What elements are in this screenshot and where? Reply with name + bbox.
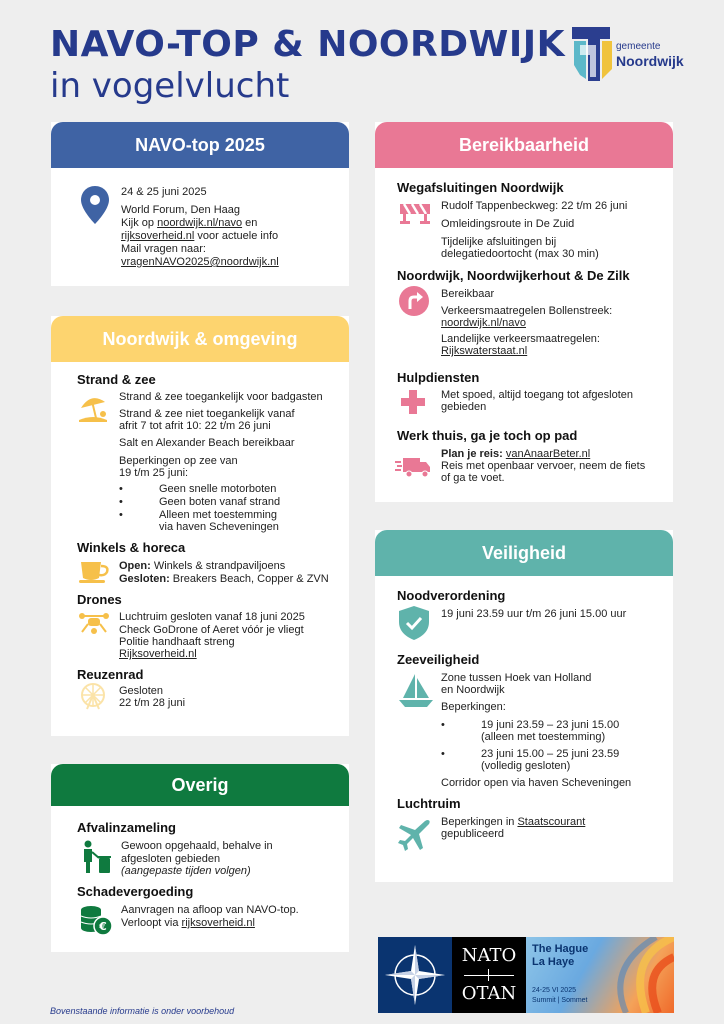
- werk-heading: Werk thuis, ga je toch op pad: [397, 428, 578, 443]
- nato-blue-panel: [378, 937, 452, 1013]
- strand-3: Salt en Alexander Beach bereikbaar: [119, 437, 295, 449]
- bullet: •: [119, 509, 123, 521]
- drone-icon: [77, 612, 111, 638]
- page-title: NAVO-TOP & NOORDWIJK: [50, 24, 566, 65]
- hulp-heading: Hulpdiensten: [397, 370, 480, 385]
- schade-heading: Schadevergoeding: [77, 884, 194, 899]
- nato-summit-banner: [378, 937, 674, 1013]
- strand-bullet-3b: via haven Scheveningen: [159, 521, 279, 533]
- strand-4b: 19 t/m 25 juni:: [119, 467, 189, 479]
- winkels-closed: Gesloten: Breakers Beach, Copper & ZVN: [119, 573, 329, 585]
- card-bereikbaarheid: [375, 122, 673, 502]
- zee-4: Corridor open via haven Scheveningen: [441, 777, 632, 789]
- nood-heading: Noodverordening: [397, 588, 506, 603]
- zee-2: en Noordwijk: [441, 684, 505, 696]
- nood-1: 19 juni 23.59 uur t/m 26 juni 15.00 uur: [441, 608, 627, 620]
- nw-1: Bereikbaar: [441, 288, 495, 300]
- beach-umbrella-icon: [77, 392, 109, 424]
- footer-disclaimer: Bovenstaande informatie is onder voorbehoud: [50, 1006, 235, 1016]
- link-noordwijk-navo-2[interactable]: noordwijk.nl/navo: [441, 317, 526, 329]
- money-coins-icon: [79, 904, 113, 936]
- schade-1: Aanvragen na afloop van NAVO-top.: [121, 904, 299, 916]
- drone-3: Politie handhaaft streng: [119, 636, 235, 648]
- nato-text-panel: [452, 937, 526, 1013]
- weg-heading: Wegafsluitingen Noordwijk: [397, 180, 564, 195]
- link-staatscourant[interactable]: Staatscourant: [517, 816, 586, 828]
- summit-swirl-graphic: [586, 937, 674, 1013]
- coffee-cup-icon: [79, 558, 111, 584]
- navo-mail-label: Mail vragen naar:: [121, 243, 206, 255]
- bullet: •: [119, 496, 123, 508]
- zee-heading: Zeeveiligheid: [397, 652, 480, 667]
- reuzenrad-1: Gesloten: [119, 685, 164, 697]
- delivery-van-icon: [395, 456, 431, 478]
- strand-2b: afrit 7 tot afrit 10: 22 t/m 26 juni: [119, 420, 271, 432]
- card-omgeving: [51, 316, 349, 736]
- link-noordwijk-navo[interactable]: noordwijk.nl/navo: [157, 217, 243, 229]
- werk-2: Reis met openbaar vervoer, neem de fiets: [441, 460, 646, 472]
- card-overig-title: Overig: [51, 764, 349, 806]
- navo-date: 24 & 25 juni 2025: [121, 186, 207, 198]
- zee-bullet-1b: (alleen met toestemming): [481, 731, 606, 743]
- page-subtitle: in vogelvlucht: [50, 66, 290, 106]
- reuzenrad-2: 22 t/m 28 juni: [119, 697, 186, 709]
- navo-look: Kijk op noordwijk.nl/navo en rijksoverheid.nl voor actuele info: [121, 217, 279, 242]
- lucht-2: gepubliceerd: [441, 828, 504, 840]
- drones-heading: Drones: [77, 592, 122, 607]
- link-vananaarbeter[interactable]: vanAnaarBeter.nl: [505, 448, 591, 460]
- strand-bullet-2: Geen boten vanaf strand: [159, 496, 281, 508]
- card-navo-title: NAVO-top 2025: [51, 122, 349, 168]
- nw-3: Landelijke verkeersmaatregelen:: [441, 333, 600, 345]
- summit-panel: [526, 937, 674, 1013]
- card-veilig-title: Veiligheid: [375, 530, 673, 576]
- noordwijk-logo-icon: [570, 25, 614, 83]
- waste-bin-person-icon: [79, 840, 113, 874]
- afval-heading: Afvalinzameling: [77, 820, 176, 835]
- winkels-heading: Winkels & horeca: [77, 540, 186, 555]
- strand-4a: Beperkingen op zee van: [119, 455, 238, 467]
- werk-3: of ga te voet.: [441, 472, 505, 484]
- drone-1: Luchtruim gesloten vanaf 18 juni 2025: [119, 611, 305, 623]
- card-bereik-title: Bereikbaarheid: [375, 122, 673, 168]
- hulp-2: gebieden: [441, 401, 487, 413]
- weg-2: Omleidingsroute in De Zuid: [441, 218, 575, 230]
- nato-star-icon: [378, 937, 452, 1013]
- nato-hline: [464, 975, 514, 976]
- strand-heading: Strand & zee: [77, 372, 156, 387]
- zee-bullet-2a: 23 juni 15.00 – 25 juni 23.59: [481, 748, 620, 760]
- weg-1: Rudolf Tappenbeckweg: 22 t/m 26 juni: [441, 200, 628, 212]
- lucht-heading: Luchtruim: [397, 796, 461, 811]
- link-rijkswaterstaat[interactable]: Rijkswaterstaat.nl: [441, 345, 528, 357]
- weg-3a: Tijdelijke afsluitingen bij: [441, 236, 557, 248]
- ferris-wheel-icon: [79, 682, 107, 710]
- medical-cross-icon: [401, 390, 425, 414]
- strand-1: Strand & zee toegankelijk voor badgasten: [119, 391, 323, 403]
- summit-city-1: The Hague: [532, 943, 589, 955]
- card-navo: [51, 122, 349, 286]
- strand-2a: Strand & zee niet toegankelijk vanaf: [119, 408, 295, 420]
- turn-right-sign-icon: [399, 286, 429, 316]
- link-rijksoverheid-schade[interactable]: rijksoverheid.nl: [181, 917, 255, 929]
- werk-plan: Plan je reis: vanAnaarBeter.nl: [441, 448, 591, 460]
- schade-2: Verloopt via rijksoverheid.nl: [121, 917, 255, 929]
- zee-3: Beperkingen:: [441, 701, 506, 713]
- navo-place: World Forum, Den Haag: [121, 204, 241, 216]
- noordwijk-logo: [570, 25, 700, 83]
- sailboat-icon: [399, 672, 433, 708]
- svg-text:€: €: [99, 920, 107, 933]
- card-omgeving-title: Noordwijk & omgeving: [51, 316, 349, 362]
- nw-heading: Noordwijk, Noordwijkerhout & De Zilk: [397, 268, 630, 283]
- strand-bullet-3a: Alleen met toestemming: [159, 509, 277, 521]
- reuzenrad-heading: Reuzenrad: [77, 667, 144, 682]
- location-pin-icon: [81, 186, 109, 224]
- nw-2: Verkeersmaatregelen Bollenstreek:: [441, 305, 613, 317]
- afval-1: Gewoon opgehaald, behalve in: [121, 840, 273, 852]
- bullet: •: [441, 748, 445, 760]
- otan-label: OTAN: [461, 983, 517, 1004]
- summit-label: Summit | Sommet: [532, 997, 588, 1004]
- lucht-1: Beperkingen in Staatscourant: [441, 816, 586, 828]
- hulp-1: Met spoed, altijd toegang tot afgesloten: [441, 389, 634, 401]
- bullet: •: [441, 719, 445, 731]
- shield-check-icon: [399, 606, 429, 640]
- zee-1: Zone tussen Hoek van Holland: [441, 672, 592, 684]
- airplane-icon: [397, 818, 431, 852]
- summit-dates: 24-25 VI 2025: [532, 987, 576, 994]
- road-barrier-icon: [399, 200, 431, 224]
- nato-label: NATO: [461, 945, 517, 966]
- summit-city-2: La Haye: [532, 956, 575, 968]
- link-rijksoverheid[interactable]: rijksoverheid.nl: [121, 230, 195, 242]
- weg-3b: delegatiedoortocht (max 30 min): [441, 248, 599, 260]
- drone-link[interactable]: Rijksoverheid.nl: [119, 648, 197, 660]
- strand-bullet-1: Geen snelle motorboten: [159, 483, 277, 495]
- bullet: •: [119, 483, 123, 495]
- logo-gemeente: gemeente: [616, 41, 661, 52]
- navo-mail-link[interactable]: vragenNAVO2025@noordwijk.nl: [121, 256, 279, 268]
- logo-noordwijk: Noordwijk: [616, 53, 684, 69]
- card-veiligheid: [375, 530, 673, 882]
- drone-2: Check GoDrone of Aeret vóór je vliegt: [119, 624, 304, 636]
- afval-3: (aangepaste tijden volgen): [121, 865, 251, 877]
- card-overig: [51, 764, 349, 952]
- zee-bullet-1a: 19 juni 23.59 – 23 juni 15.00: [481, 719, 620, 731]
- zee-bullet-2b: (volledig gesloten): [481, 760, 571, 772]
- afval-2: afgesloten gebieden: [121, 853, 221, 865]
- winkels-open: Open: Winkels & strandpaviljoens: [119, 560, 286, 572]
